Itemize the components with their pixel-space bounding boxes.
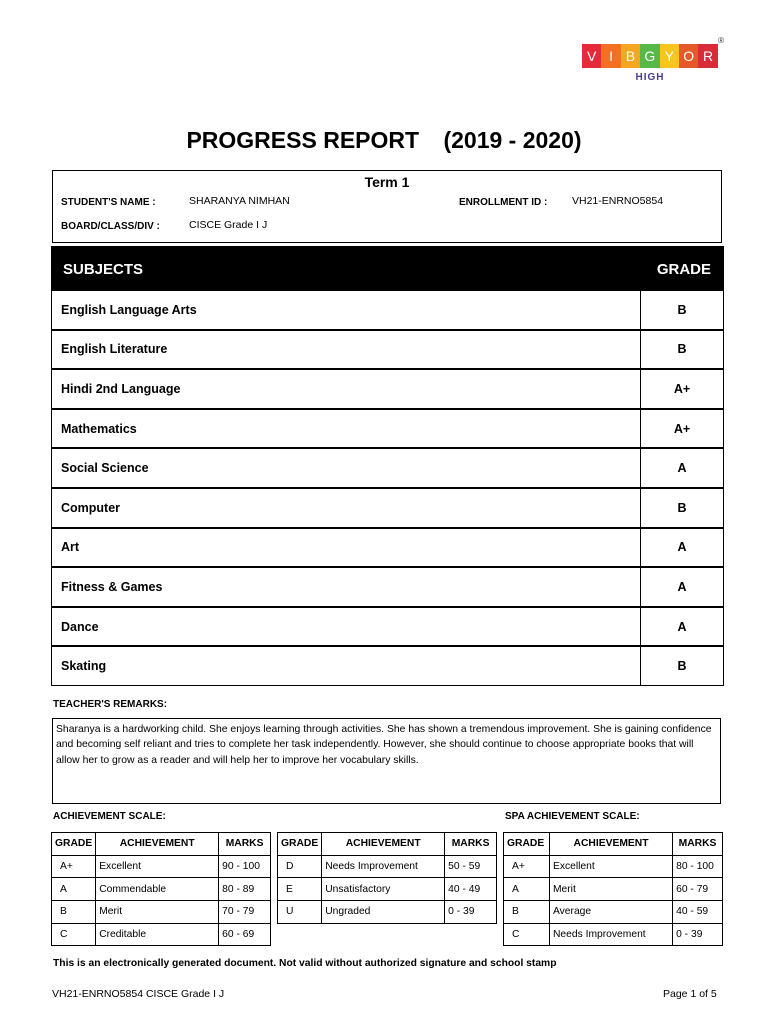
scale-cell: 80 - 100	[673, 855, 723, 878]
subject-grade: A	[677, 540, 687, 555]
scale-header-row	[52, 833, 271, 856]
disclaimer-note: This is an electronically generated document. Not valid without authorized signature and school stamp	[53, 958, 557, 969]
grade-header-label: GRADE	[656, 260, 711, 278]
scale-cell: C	[504, 923, 550, 946]
spa-achievement-scale-table	[503, 832, 723, 946]
remarks-text: Sharanya is a hardworking child. She enjoys learning through activities. She has shown a tremendous improvement. She is gaining confidence and becoming self reliant and tries to complete her task independently. However, she should continue to choose appropriate books that will allow her to grow as a reader and will help her to improve her vocabulary skills.	[52, 718, 721, 804]
subject-row	[52, 606, 723, 646]
scale-cell: 40 - 49	[445, 878, 497, 901]
logo-letter: O	[679, 44, 698, 68]
subject-row	[52, 368, 723, 408]
scale-cell: B	[52, 901, 96, 924]
scale-cell: Creditable	[96, 923, 219, 946]
scale-header-row	[278, 833, 497, 856]
scale-row	[504, 901, 723, 924]
scale-cell: Needs Improvement	[322, 855, 445, 878]
scale-cell: 50 - 59	[445, 855, 497, 878]
scale-row	[504, 855, 723, 878]
subject-name: Mathematics	[52, 410, 641, 448]
scale-cell: Unsatisfactory	[322, 878, 445, 901]
footer-page-number: Page 1 of 5	[663, 988, 717, 1000]
scale-row	[52, 901, 271, 924]
subject-row	[52, 527, 723, 567]
scale-cell: Excellent	[96, 855, 219, 878]
scale-cell: B	[504, 901, 550, 924]
student-info-box	[52, 170, 722, 243]
scale-header-cell: ACHIEVEMENT	[322, 833, 445, 856]
footer-document-id: VH21-ENRNO5854 CISCE Grade I J	[52, 988, 225, 1000]
scale-cell: E	[278, 878, 322, 901]
scale-cell: A	[504, 878, 550, 901]
scale-cell: A+	[52, 855, 96, 878]
logo-subtitle: HIGH	[635, 72, 665, 83]
achievement-scale-label: ACHIEVEMENT SCALE:	[53, 811, 166, 822]
scale-header-cell: GRADE	[278, 833, 322, 856]
subject-grade: B	[677, 500, 687, 515]
scale-cell: Merit	[96, 901, 219, 924]
scale-row	[504, 878, 723, 901]
scale-header-cell: MARKS	[673, 833, 723, 856]
subject-name: English Language Arts	[52, 291, 641, 329]
scale-cell: 90 - 100	[219, 855, 271, 878]
spa-scale-label: SPA ACHIEVEMENT SCALE:	[505, 811, 640, 822]
report-title-year: (2019 - 2020)	[443, 127, 582, 153]
scale-row	[52, 855, 271, 878]
scale-cell: 0 - 39	[673, 923, 723, 946]
subject-grade: B	[677, 342, 687, 357]
term-label: Term 1	[364, 174, 410, 190]
board-value: CISCE Grade I J	[189, 219, 268, 231]
subject-row	[52, 329, 723, 369]
subjects-header-label: SUBJECTS	[63, 260, 144, 278]
logo-letter: R	[698, 44, 717, 68]
subject-grade: B	[677, 659, 687, 674]
scale-cell: 60 - 69	[219, 923, 271, 946]
subject-name: Art	[52, 529, 641, 567]
subject-name: Fitness & Games	[52, 568, 641, 606]
subject-grade: A	[677, 619, 687, 634]
student-name-label: STUDENT'S NAME :	[61, 197, 156, 208]
scale-row	[52, 923, 271, 946]
achievement-scale-table-1	[51, 832, 271, 946]
scale-cell: Needs Improvement	[549, 923, 672, 946]
scale-cell: 70 - 79	[219, 901, 271, 924]
subject-grade: A+	[673, 381, 691, 396]
subjects-header	[52, 247, 723, 291]
subject-name: English Literature	[52, 331, 641, 369]
subjects-rows	[52, 291, 723, 685]
scale-cell: Excellent	[549, 855, 672, 878]
scale-cell: A	[52, 878, 96, 901]
subject-row	[52, 566, 723, 606]
logo-letter: G	[640, 44, 659, 68]
scale-cell: U	[278, 901, 322, 924]
enrollment-label: ENROLLMENT ID :	[459, 197, 548, 208]
scale-cell: Merit	[549, 878, 672, 901]
scale-cell: C	[52, 923, 96, 946]
scale-header-cell: ACHIEVEMENT	[549, 833, 672, 856]
scale-cell: D	[278, 855, 322, 878]
scale-cell: Commendable	[96, 878, 219, 901]
report-title-main: PROGRESS REPORT	[186, 127, 420, 153]
registered-mark: ®	[718, 36, 724, 45]
subject-row	[52, 645, 723, 685]
scale-header-cell: GRADE	[52, 833, 96, 856]
scale-row	[52, 878, 271, 901]
subject-row	[52, 291, 723, 329]
scale-header-cell: MARKS	[219, 833, 271, 856]
subject-grade: A+	[673, 421, 691, 436]
subject-grade: A	[677, 579, 687, 594]
scale-cell: 60 - 79	[673, 878, 723, 901]
scale-row	[504, 923, 723, 946]
logo-letters	[582, 44, 718, 68]
scale-row	[278, 878, 497, 901]
subject-grade: A	[677, 461, 687, 476]
logo-letter: B	[621, 44, 640, 68]
logo-letter: Y	[660, 44, 679, 68]
school-logo	[582, 36, 724, 89]
scale-row	[278, 901, 497, 924]
scale-header-cell: GRADE	[504, 833, 550, 856]
scale-cell: Ungraded	[322, 901, 445, 924]
subject-row	[52, 487, 723, 527]
subject-name: Skating	[52, 647, 641, 685]
subject-name: Social Science	[52, 449, 641, 487]
subject-name: Computer	[52, 489, 641, 527]
scale-row	[278, 855, 497, 878]
remarks-label: TEACHER'S REMARKS:	[53, 699, 168, 710]
subject-grade: B	[677, 302, 687, 317]
board-label: BOARD/CLASS/DIV :	[61, 221, 160, 232]
subject-name: Hindi 2nd Language	[52, 370, 641, 408]
subject-row	[52, 447, 723, 487]
subject-name: Dance	[52, 608, 641, 646]
enrollment-value: VH21-ENRNO5854	[572, 195, 664, 207]
subject-row	[52, 408, 723, 448]
scale-cell: 80 - 89	[219, 878, 271, 901]
achievement-scale-table-2	[277, 832, 497, 924]
subjects-table	[51, 246, 724, 686]
student-name-value: SHARANYA NIMHAN	[189, 195, 290, 207]
logo-letter: V	[582, 44, 601, 68]
report-title	[0, 127, 768, 154]
scale-cell: 40 - 59	[673, 901, 723, 924]
scale-header-row	[504, 833, 723, 856]
logo-letter: I	[601, 44, 620, 68]
scale-header-cell: MARKS	[445, 833, 497, 856]
scale-cell: A+	[504, 855, 550, 878]
scale-cell: 0 - 39	[445, 901, 497, 924]
scale-header-cell: ACHIEVEMENT	[96, 833, 219, 856]
scale-cell: Average	[549, 901, 672, 924]
